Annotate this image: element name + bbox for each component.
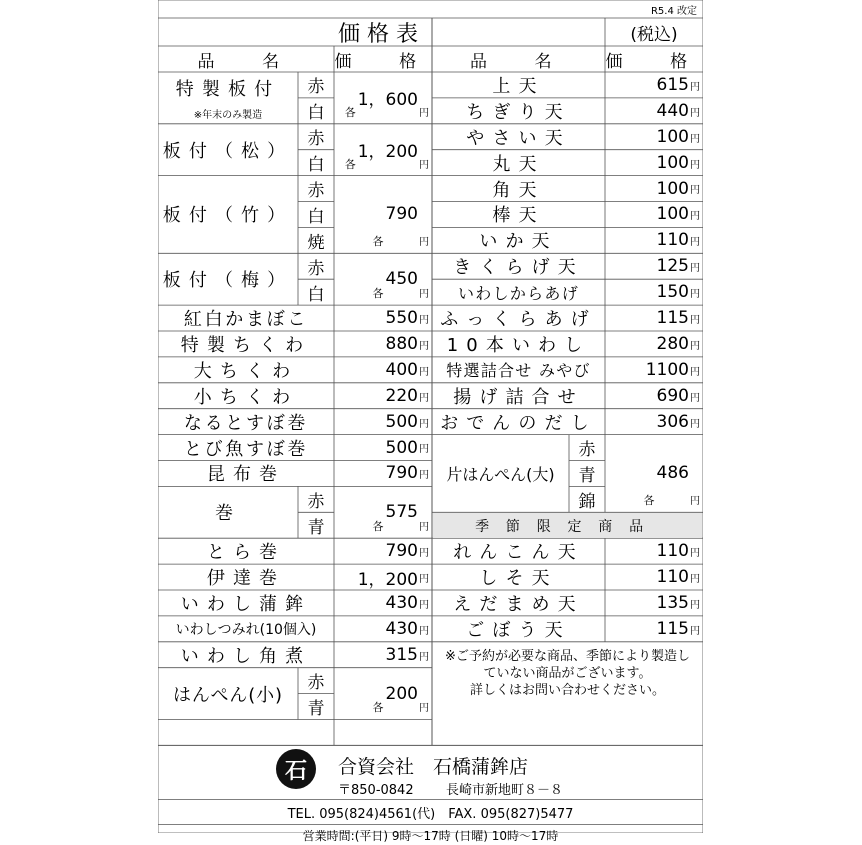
price-cell [334,305,432,331]
postal-code: 〒850-0842 [338,782,414,798]
price-value: 450 [385,269,418,290]
color-variant: 赤 [307,491,325,512]
yen-unit: 円 [419,237,429,249]
page-title: 価 格 表 [338,21,418,46]
price-cell [334,72,432,124]
price-value: 125 [656,256,689,277]
each-mark: 各 [372,235,384,249]
yen-unit: 円 [690,237,700,249]
company-name: 合資会社 石橋蒲鉾店 [338,755,529,778]
note-line: 詳しくはお問い合わせください。 [469,682,665,697]
yen-unit: 円 [690,573,700,585]
yen-unit: 円 [419,703,429,715]
left-item-name: いわし角煮 [180,645,312,667]
color-variant: 赤 [578,440,596,461]
color-variant: 赤 [307,181,325,202]
price-value: 400 [385,359,418,380]
note-line: ※ご予約が必要な商品、季節により製造し [445,648,690,663]
each-mark: 各 [344,157,356,171]
yen-unit: 円 [419,159,429,171]
yen-unit: 円 [419,651,429,663]
price-cell [334,461,432,487]
price-sheet [158,0,703,843]
right-item-name: 揚げ詰合せ [453,386,584,408]
price-cell [605,616,703,642]
yen-unit: 円 [419,418,429,430]
yen-unit: 円 [419,522,429,534]
left-item-name: とび魚すぼ巻 [183,438,309,460]
yen-unit: 円 [690,366,700,378]
yen-unit: 円 [690,392,700,404]
seasonal-header: 季節限定商品 [433,513,702,538]
yen-unit: 円 [690,133,700,145]
price-cell [605,590,703,616]
price-value: 100 [656,178,689,199]
price-cell [334,409,432,435]
tax-note: (税込) [630,24,678,45]
company-address: 長崎市新地町８－８ [446,782,564,798]
yen-unit: 円 [690,289,700,301]
price-value: 430 [385,592,418,613]
right-item-name: 丸天 [492,153,545,175]
price-cell [334,435,432,461]
yen-unit: 円 [419,392,429,404]
left-item-name: とら巻 [206,542,286,564]
right-item-name: 特選詰合せ みやび [446,361,591,381]
price-cell [334,486,432,538]
color-variant: 白 [307,103,325,124]
contact-line: TEL. 095(824)4561(代) FAX. 095(827)5477 [287,806,574,822]
price-value: 550 [385,308,418,329]
right-item-name: きくらげ天 [453,257,584,279]
price-cell [334,383,432,409]
yen-unit: 円 [419,340,429,352]
col-header-name: 品 名 [470,51,567,72]
color-variant: 青 [578,465,596,486]
price-value: 1，200 [357,142,418,163]
note-line: ていない商品がございます。 [483,665,652,680]
price-value: 440 [656,100,689,121]
price-cell [334,590,432,616]
yen-unit: 円 [690,211,700,223]
price-cell [605,538,703,564]
each-mark: 各 [372,701,384,715]
col-header-price: 価 格 [605,51,703,72]
yen-unit: 円 [419,599,429,611]
price-value: 1100 [645,359,689,380]
yen-unit: 円 [419,548,429,560]
yen-unit: 円 [419,625,429,637]
yen-unit: 円 [690,548,700,560]
left-item-name: 紅白かまぼこ [183,309,309,331]
price-value: 110 [656,230,689,251]
price-value: 100 [656,204,689,225]
price-cell [605,305,703,331]
yen-unit: 円 [690,107,700,119]
right-item-name: 上天 [492,75,545,97]
yen-unit: 円 [419,289,429,301]
left-item-name: いわしつみれ(10個入) [175,621,317,638]
price-value: 486 [656,463,689,484]
left-item-name: 小ちくわ [193,386,299,408]
company-logo: 石 [276,749,316,789]
left-item-name: はんぺん(小) [173,684,283,706]
left-item-name: 特製板付 [175,79,281,101]
price-value: 135 [656,592,689,613]
price-value: 306 [656,411,689,432]
left-item-name: 板付（松） [162,140,294,162]
price-cell [334,668,432,720]
yen-unit: 円 [690,81,700,93]
price-cell [334,538,432,564]
col-header-price: 価 格 [334,51,432,72]
yen-unit: 円 [690,340,700,352]
price-value: 220 [385,385,418,406]
price-cell [605,202,703,228]
price-value: 280 [656,333,689,354]
left-item-name: 板付（竹） [162,205,294,227]
price-cell [605,279,703,305]
left-item-name: 特製ちくわ [180,334,312,356]
price-value: 200 [385,683,418,704]
price-cell [605,331,703,357]
left-item-note: ※年末のみ製造 [193,109,263,121]
color-variant: 青 [307,699,325,720]
price-value: 790 [385,463,418,484]
right-item-name: ちぎり天 [466,101,571,123]
price-value: 500 [385,411,418,432]
price-value: 500 [385,437,418,458]
price-cell [334,357,432,383]
color-variant: 赤 [307,673,325,694]
color-variant: 赤 [307,129,325,150]
price-cell [605,435,703,513]
yen-unit: 円 [690,599,700,611]
left-item-name: 伊達巻 [206,568,286,590]
price-cell [605,357,703,383]
left-item-name: 大ちくわ [193,360,299,382]
left-item-name: 板付（梅） [162,270,294,292]
price-cell [334,124,432,176]
seasonal-item-name: れんこん天 [453,542,584,564]
yen-unit: 円 [690,314,700,326]
seasonal-item-name: えだまめ天 [453,593,584,615]
yen-unit: 円 [419,314,429,326]
yen-unit: 円 [690,263,700,275]
price-value: 110 [656,541,689,562]
yen-unit: 円 [690,185,700,197]
price-value: 790 [385,541,418,562]
yen-unit: 円 [419,444,429,456]
each-mark: 各 [643,494,655,508]
each-mark: 各 [372,520,384,534]
price-value: 430 [385,618,418,639]
price-cell [605,253,703,279]
price-cell [605,124,703,150]
right-item-name: 片はんぺん(大) [446,464,555,484]
price-cell [334,331,432,357]
right-item-name: 10本いわし [446,334,591,356]
right-item-name: やさい天 [466,127,571,149]
business-hours: 営業時間:(平日) 9時〜17時 (日曜) 10時〜17時 [302,828,559,843]
left-item-name: 昆布巻 [206,464,286,486]
color-variant: 白 [307,284,325,305]
yen-unit: 円 [419,107,429,119]
price-cell [605,150,703,176]
price-cell [605,564,703,590]
price-value: 690 [656,385,689,406]
price-cell [605,383,703,409]
price-value: 575 [385,502,418,523]
col-header-name: 品 名 [197,51,295,72]
right-item-name: いわしからあげ [458,283,579,303]
price-cell [334,616,432,642]
price-cell [605,72,703,98]
price-cell [334,564,432,590]
yen-unit: 円 [690,625,700,637]
each-mark: 各 [344,105,356,119]
price-value: 1，200 [357,569,418,590]
revision-note: R5.4 改定 [650,5,697,17]
price-value: 110 [656,567,689,588]
right-item-name: 角天 [492,179,545,201]
price-value: 115 [656,308,689,329]
price-cell [605,227,703,253]
price-cell [334,253,432,305]
seasonal-item-name: しそ天 [479,568,558,590]
seasonal-item-name: ごぼう天 [466,619,571,641]
color-variant: 赤 [307,258,325,279]
price-cell [605,409,703,435]
color-variant: 赤 [307,77,325,98]
price-cell [334,176,432,254]
price-value: 100 [656,152,689,173]
yen-unit: 円 [690,159,700,171]
price-cell [334,642,432,668]
price-value: 1，600 [357,90,418,111]
color-variant: 錦 [578,491,596,512]
yen-unit: 円 [419,470,429,482]
price-value: 790 [385,204,418,225]
right-item-name: 棒天 [492,205,545,227]
price-value: 880 [385,333,418,354]
color-variant: 青 [307,517,325,538]
color-variant: 焼 [307,232,325,253]
price-value: 615 [656,74,689,95]
price-value: 150 [656,282,689,303]
color-variant: 白 [307,206,325,227]
left-item-name: なるとすぼ巻 [183,412,309,434]
yen-unit: 円 [690,418,700,430]
left-item-name: いわし蒲鉾 [180,593,312,615]
price-cell [605,176,703,202]
price-value: 100 [656,126,689,147]
price-cell [605,98,703,124]
yen-unit: 円 [419,366,429,378]
right-item-name: おでんのだし [440,412,597,434]
color-variant: 白 [307,155,325,176]
yen-unit: 円 [690,496,700,508]
right-item-name: ふっくらあげ [440,309,597,331]
price-value: 315 [385,644,418,665]
each-mark: 各 [372,287,384,301]
yen-unit: 円 [419,573,429,585]
price-value: 115 [656,618,689,639]
left-item-name: 巻 [214,503,242,525]
right-item-name: いか天 [479,231,558,253]
